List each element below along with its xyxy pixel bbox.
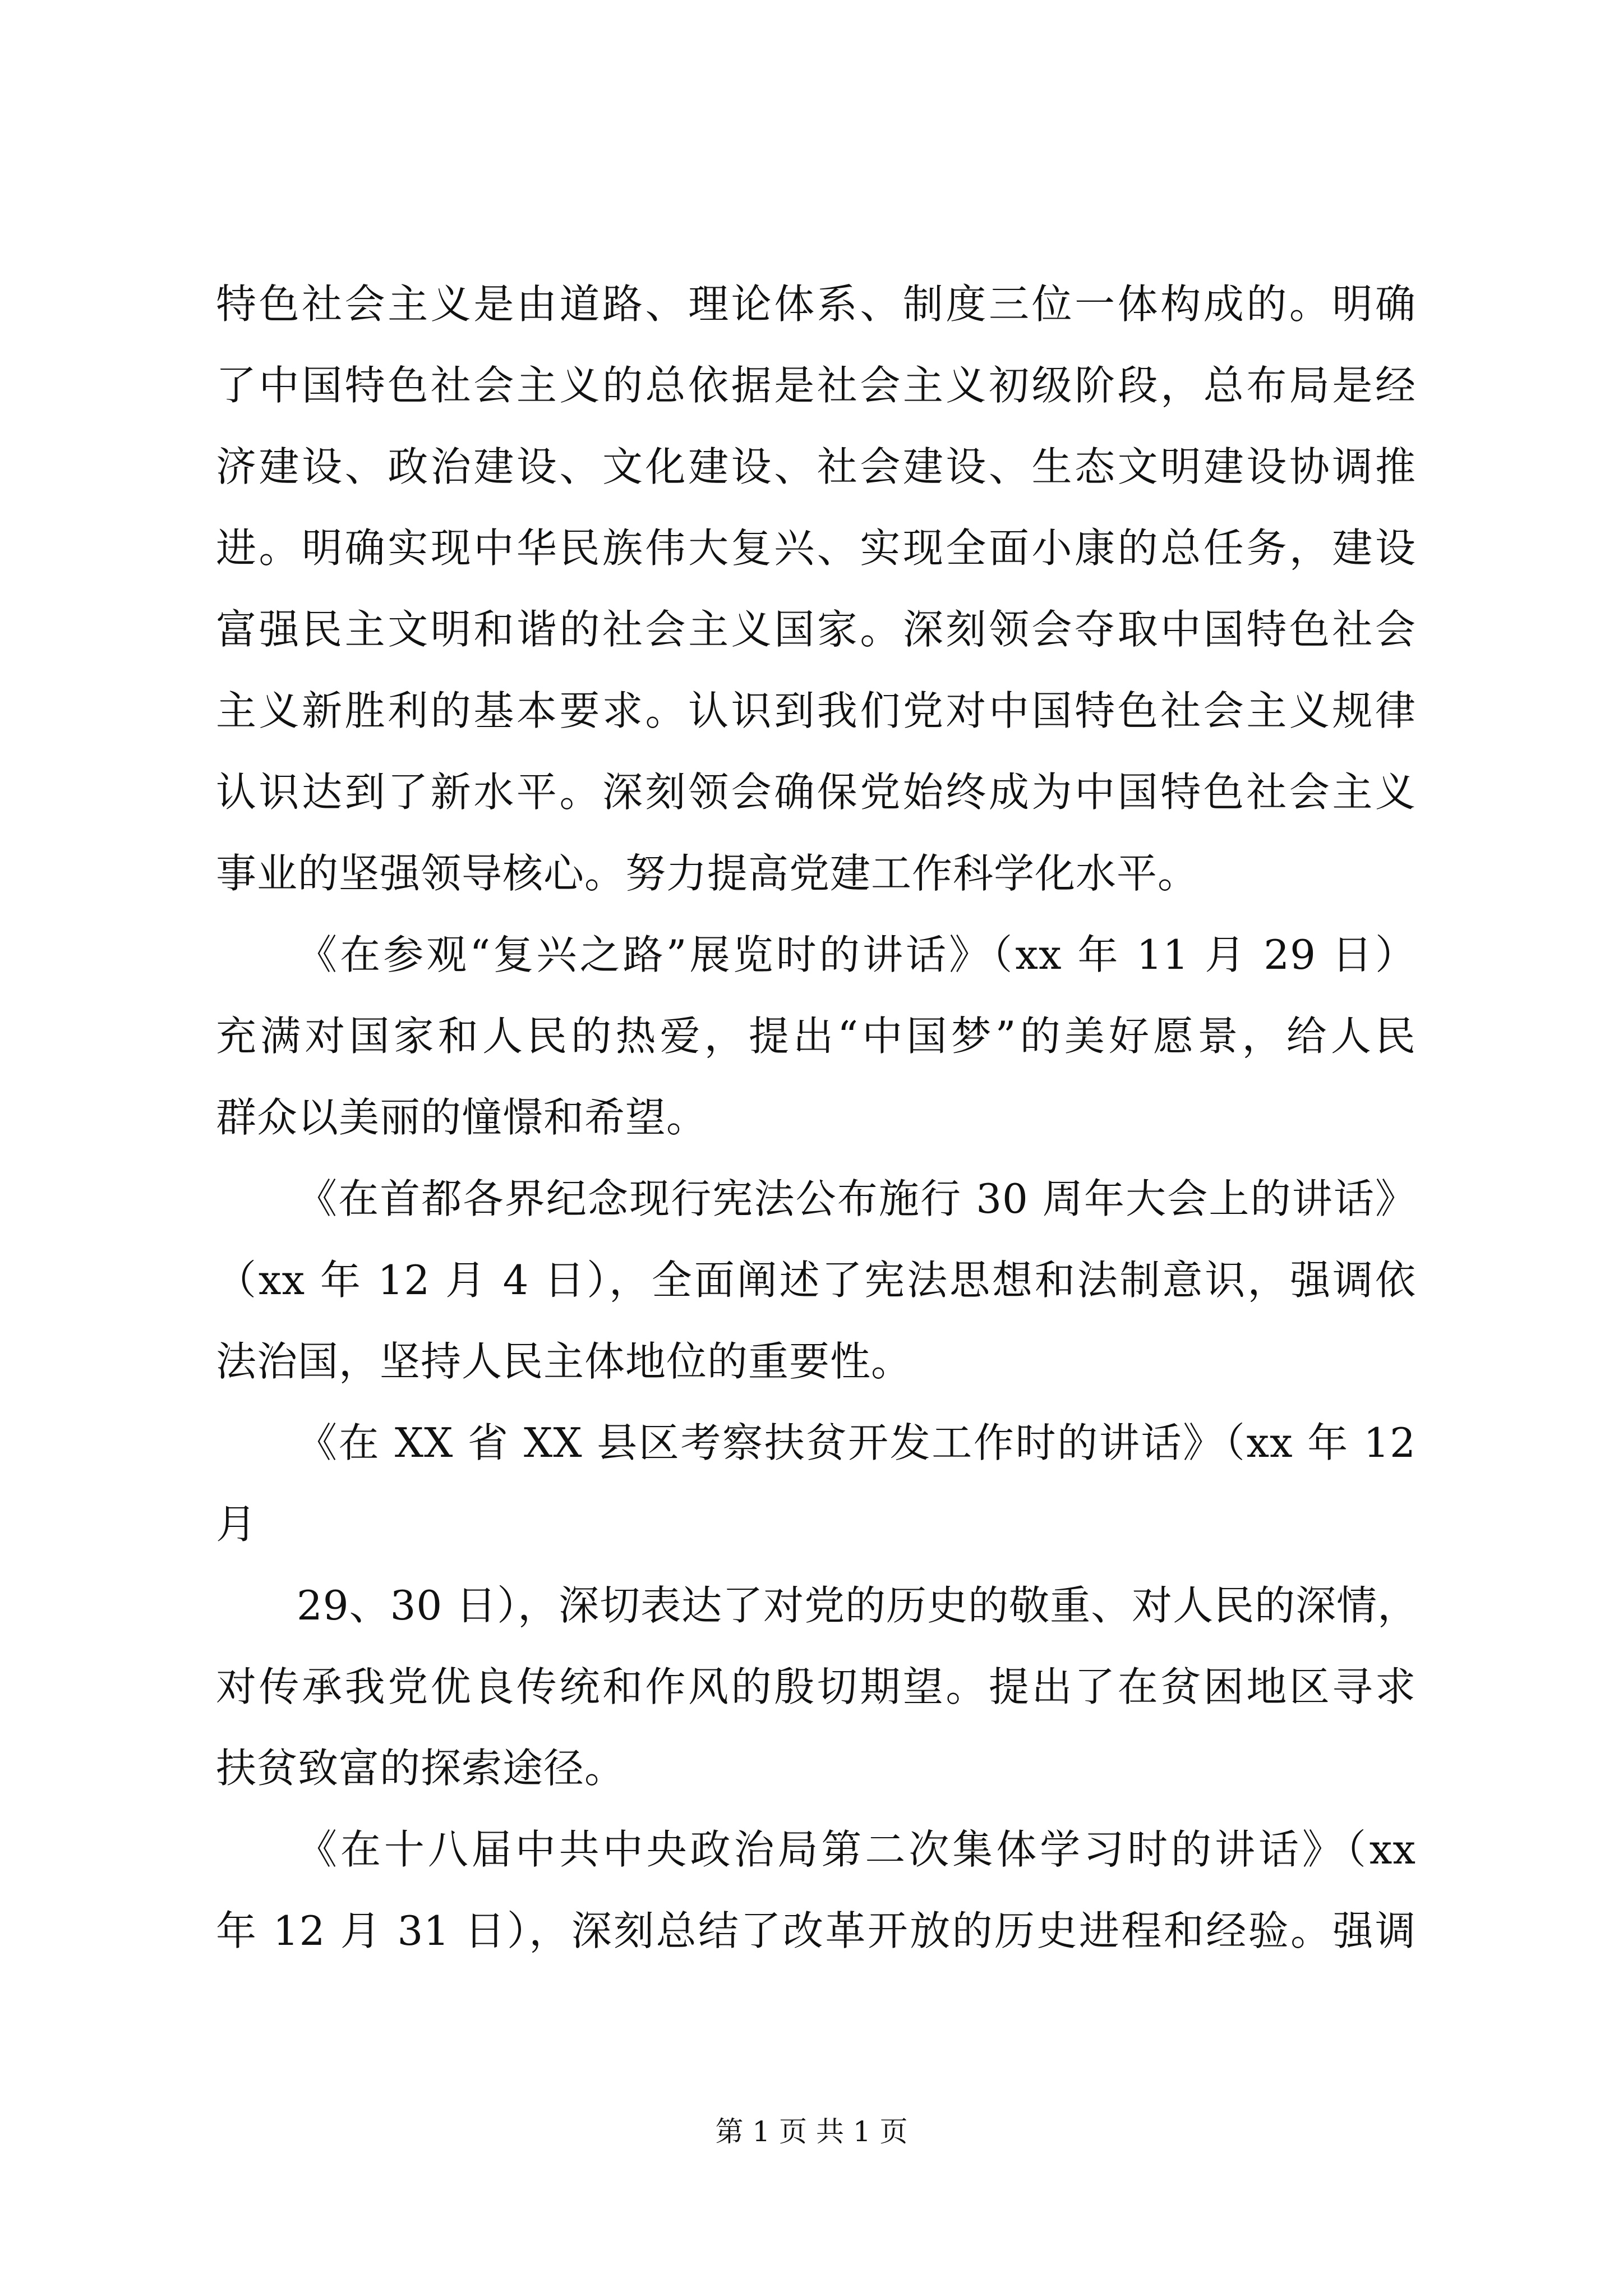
text-line-9: 《在参观“复兴之路”展览时的讲话》（xx 年 11 月 29 日） [297,931,1416,978]
page-number-label: 第 1 页 共 1 页 [715,2115,908,2148]
body-text [216,264,1419,1972]
text-line-21: 年 12 月 31 日），深刻总结了改革开放的历史进程和经验。强调 [216,1907,1416,1954]
text-line-16: 月 [216,1501,257,1548]
text-line-2: 了中国特色社会主义的总依据是社会主义初级阶段，总布局是经 [216,362,1416,409]
text-line-14: 法治国，坚持人民主体地位的重要性。 [216,1338,912,1385]
text-line-10: 充满对国家和人民的热爱，提出“中国梦”的美好愿景，给人民 [216,1013,1416,1060]
text-line-5: 富强民主文明和谐的社会主义国家。深刻领会夺取中国特色社会 [216,606,1416,653]
text-line-15: 《在 XX 省 XX 县区考察扶贫开发工作时的讲话》（xx 年 12 [297,1419,1416,1466]
text-line-13: （xx 年 12 月 4 日），全面阐述了宪法思想和法制意识，强调依 [216,1257,1416,1304]
text-line-11: 群众以美丽的憧憬和希望。 [216,1094,708,1141]
text-line-17: 29、30 日），深切表达了对党的历史的敬重、对人民的深情， [297,1582,1419,1629]
text-line-4: 进。明确实现中华民族伟大复兴、实现全面小康的总任务，建设 [216,524,1416,572]
text-line-8: 事业的坚强领导核心。努力提高党建工作科学化水平。 [216,850,1199,897]
text-line-20: 《在十八届中共中央政治局第二次集体学习时的讲话》（xx [297,1826,1416,1873]
text-line-1: 特色社会主义是由道路、理论体系、制度三位一体构成的。明确 [216,280,1416,328]
text-line-6: 主义新胜利的基本要求。认识到我们党对中国特色社会主义规律 [216,687,1416,734]
page-footer [0,2109,1623,2150]
text-line-18: 对传承我党优良传统和作风的殷切期望。提出了在贫困地区寻求 [216,1663,1416,1710]
text-line-7: 认识达到了新水平。深刻领会确保党始终成为中国特色社会主义 [216,769,1416,816]
text-line-19: 扶贫致富的探索途径。 [216,1745,626,1792]
text-line-3: 济建设、政治建设、文化建设、社会建设、生态文明建设协调推 [216,443,1416,490]
text-line-12: 《在首都各界纪念现行宪法公布施行 30 周年大会上的讲话》 [297,1175,1416,1222]
